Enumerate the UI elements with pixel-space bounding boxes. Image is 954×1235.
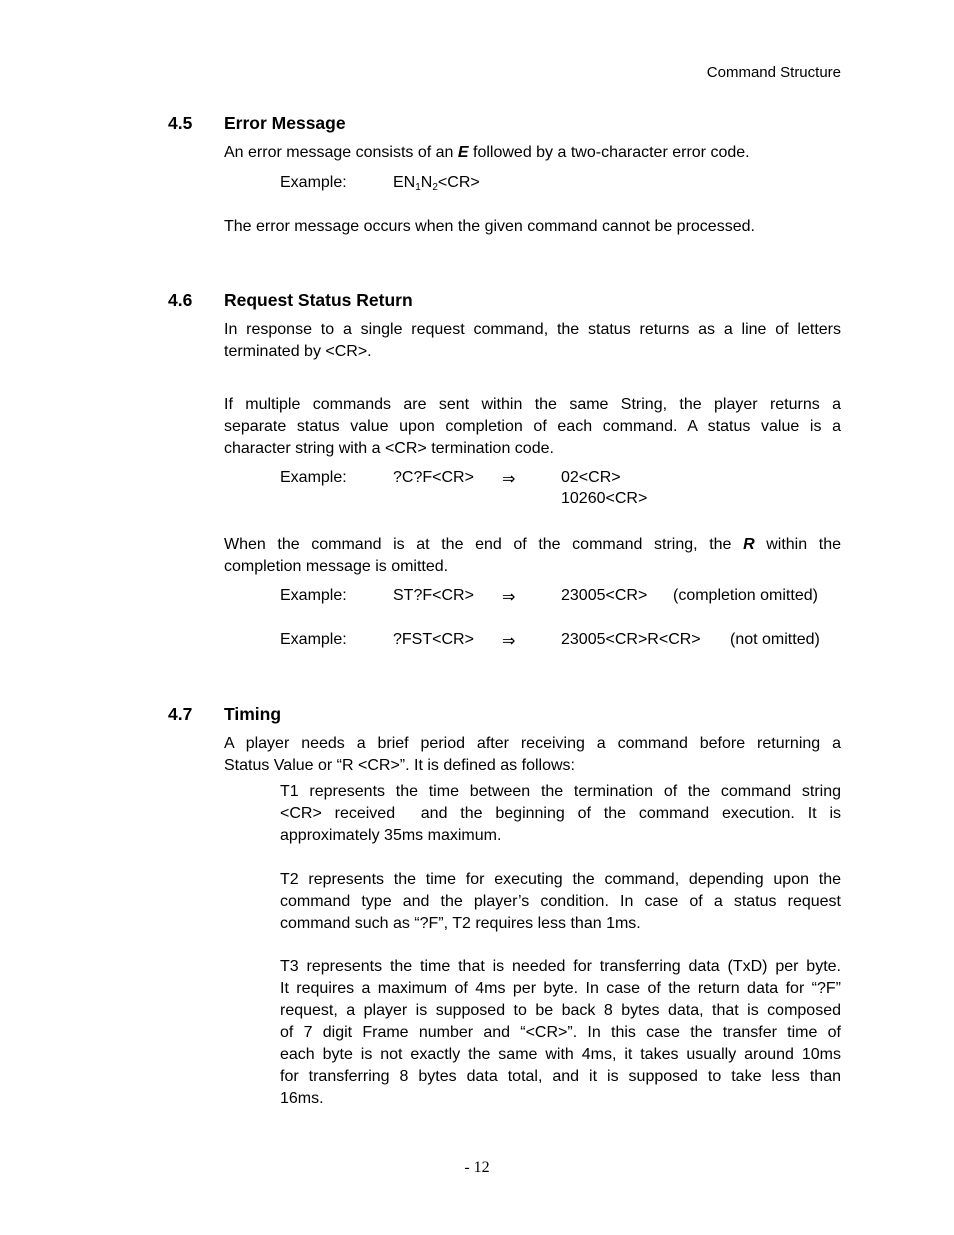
example-label: Example:: [280, 469, 347, 486]
example-command: ?FST<CR>: [393, 631, 474, 648]
section-number-4-5: 4.5: [168, 113, 193, 133]
emphasis-e: E: [457, 144, 469, 161]
section-number-4-7: 4.7: [168, 704, 193, 724]
section-title-request-status-return: Request Status Return: [224, 290, 413, 310]
error-example-code: $EN_1N_2<CR>$: [393, 174, 480, 193]
example-response: 23005<CR>R<CR>: [561, 631, 701, 648]
timing-t3: T3 represents the time that is needed for transferring data (TxD) per byte. It requires a maximum of 4ms per byte. In case of the return data for “?F” request, a player is supposed to be back 8 bytes data, that is composed of 7 digit Frame number and “<CR>”. In this case the transfer time of each byte is not exactly the same with 4ms, it takes usually around 10ms for transferring 8 bytes data total, and it is supposed to take less than 16ms.: [280, 958, 841, 1107]
example-command: ST?F<CR>: [393, 587, 474, 604]
status-para-2: If multiple commands are sent within the same String, the player returns a separate status value upon completion of each command. A status value is a character string with a <CR> termination code.: [224, 396, 841, 457]
status-para-3: When the command is at the end of the command string, the R within the completion message is omitted.: [224, 536, 841, 575]
section-number-4-6: 4.6: [168, 290, 193, 310]
timing-intro: A player needs a brief period after receiving a command before returning a Status Value or “R <CR>”. It is defined as follows:: [224, 735, 841, 774]
example-command: ?C?F<CR>: [393, 469, 474, 486]
running-header: Command Structure: [706, 64, 841, 81]
section-title-error-message: Error Message: [224, 113, 346, 133]
example-label: Example:: [280, 587, 347, 604]
emphasis-r: R: [743, 536, 755, 553]
example-note: (not omitted): [730, 631, 820, 648]
implies-arrow-icon: ⇒: [502, 631, 516, 650]
status-para-1: In response to a single request command, the status returns as a line of letters terminated by <CR>.: [224, 321, 841, 360]
example-response: 23005<CR>: [561, 587, 648, 604]
error-message-intro: An error message consists of an E followed by a two-character error code.: [224, 144, 750, 161]
implies-arrow-icon: ⇒: [502, 469, 516, 488]
implies-arrow-icon: ⇒: [502, 587, 516, 606]
example-response: 02<CR>: [561, 469, 621, 486]
example-note: (completion omitted): [673, 587, 818, 604]
timing-t2: T2 represents the time for executing the command, depending upon the command type and the player’s condition. In case of a status request command such as “?F”, T2 requires less than 1ms.: [280, 871, 841, 932]
example-label: Example:: [280, 631, 347, 648]
example-label: Example:: [280, 174, 347, 191]
example-response: 10260<CR>: [561, 490, 648, 507]
error-message-body: The error message occurs when the given command cannot be processed.: [224, 218, 755, 235]
page-number: - 12: [464, 1159, 490, 1176]
timing-t1: T1 represents the time between the termination of the command string <CR> received and the beginning of the command execution. It is approximately 35ms maximum.: [280, 783, 841, 844]
section-title-timing: Timing: [224, 704, 282, 724]
